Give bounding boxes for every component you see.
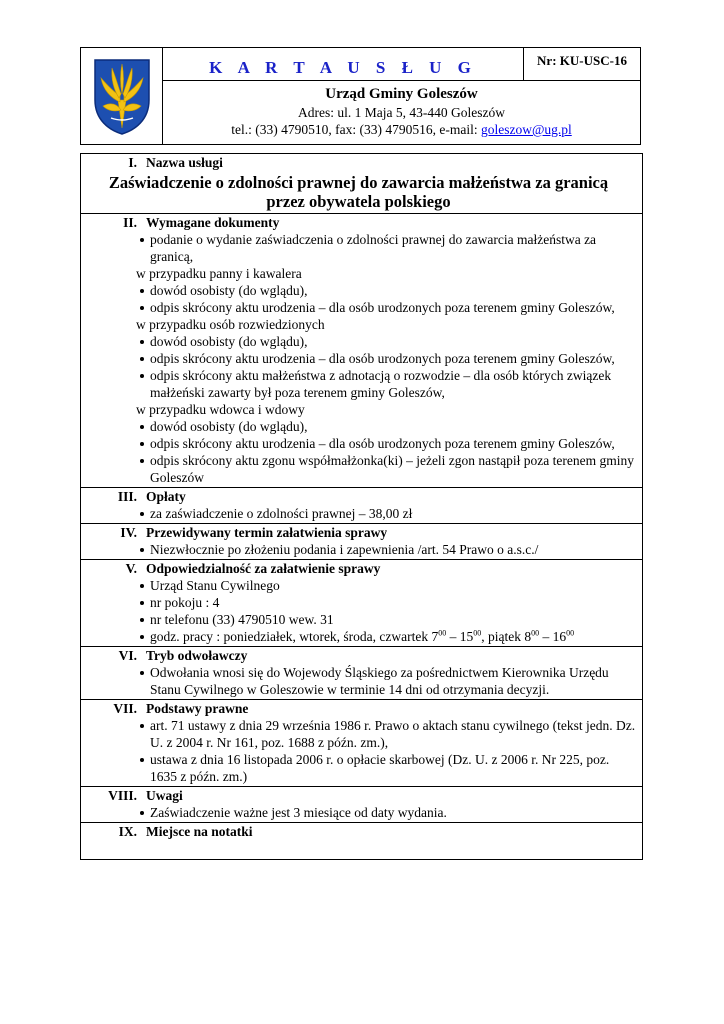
section-notes xyxy=(81,823,642,859)
list-item: odpis skrócony aktu urodzenia – dla osób urodzonych poza terenem gminy Goleszów, xyxy=(81,350,636,367)
list-item: odpis skrócony aktu urodzenia – dla osób urodzonych poza terenem gminy Goleszów, xyxy=(81,435,636,452)
list-item: ustawa z dnia 16 listopada 2006 r. o opłacie skarbowej (Dz. U. z 2006 r. Nr 225, poz. 1635 z późn. zm.) xyxy=(81,751,636,785)
bullet-icon xyxy=(136,231,150,265)
section-heading: Miejsce na notatki xyxy=(146,824,253,839)
bullet-icon xyxy=(136,418,150,435)
bullet-icon xyxy=(136,505,150,522)
section-service-name xyxy=(81,154,642,214)
section-number: IV. xyxy=(120,525,137,540)
coat-of-arms-icon xyxy=(81,48,162,139)
section-remarks xyxy=(81,787,642,823)
office-info xyxy=(163,81,641,145)
card-title: K A R T A U S Ł U G xyxy=(163,48,524,81)
service-table xyxy=(80,153,643,860)
list-item: odpis skrócony aktu urodzenia – dla osób urodzonych poza terenem gminy Goleszów, xyxy=(81,299,636,316)
bullet-icon xyxy=(136,628,150,645)
section-number: VII. xyxy=(113,701,137,716)
list-item: art. 71 ustawy z dnia 29 września 1986 r. Prawo o aktach stanu cywilnego (tekst jedn. Dz. U. z 2004 r. Nr 161, poz. 1688 z późn. zm.), xyxy=(81,717,636,751)
section-number: I. xyxy=(128,155,137,170)
office-contact xyxy=(163,121,640,138)
bullet-icon xyxy=(136,333,150,350)
list-item: Urząd Stanu Cywilnego xyxy=(81,577,636,594)
section-heading: Uwagi xyxy=(146,788,183,803)
section-number: V. xyxy=(125,561,137,576)
service-title: Zaświadczenie o zdolności prawnej do zawarcia małżeństwa za granicą przez obywatela polskiego xyxy=(108,173,609,211)
section-responsibility xyxy=(81,560,642,647)
section-heading: Podstawy prawne xyxy=(146,701,249,716)
section-number: VI. xyxy=(118,648,137,663)
contact-text: tel.: (33) 4790510, fax: (33) 4790516, e-mail: xyxy=(231,122,481,137)
office-hours: godz. pracy : poniedziałek, wtorek, środa, czwartek $7^{00} - 15^{00}$, piątek $8^{00} - 16^{00}$ xyxy=(81,628,636,645)
bullet-icon xyxy=(136,282,150,299)
section-number: VIII. xyxy=(108,788,137,803)
bullet-icon xyxy=(136,350,150,367)
group-label: w przypadku wdowca i wdowy xyxy=(136,402,305,417)
bullet-icon xyxy=(136,435,150,452)
bullet-icon xyxy=(136,751,150,785)
list-item: Odwołania wnosi się do Wojewody Śląskiego za pośrednictwem Kierownika Urzędu Stanu Cywilnego w Goleszowie w terminie 14 dni od otrzymania decyzji. xyxy=(81,664,636,698)
header-table xyxy=(80,47,641,145)
section-required-documents xyxy=(81,214,642,488)
list-item: odpis skrócony aktu małżeństwa z adnotacją o rozwodzie – dla osób których związek małżeński zawarty był poza terenem gminy Goleszów, xyxy=(81,367,636,401)
bullet-icon xyxy=(136,452,150,486)
group-label: w przypadku osób rozwiedzionych xyxy=(136,317,325,332)
bullet-icon xyxy=(136,299,150,316)
bullet-icon xyxy=(136,664,150,698)
section-heading: Odpowiedzialność za załatwienie sprawy xyxy=(146,561,381,576)
bullet-icon xyxy=(136,541,150,558)
section-legal-basis xyxy=(81,700,642,787)
section-number: III. xyxy=(117,489,137,504)
section-heading: Wymagane dokumenty xyxy=(146,215,280,230)
list-item: dowód osobisty (do wglądu), xyxy=(81,418,636,435)
bullet-icon xyxy=(136,804,150,821)
section-number: IX. xyxy=(118,824,137,839)
list-item: dowód osobisty (do wglądu), xyxy=(81,333,636,350)
email-link[interactable]: goleszow@ug.pl xyxy=(480,122,572,137)
list-item: odpis skrócony aktu zgonu współmałżonka(ki) – jeżeli zgon nastąpił poza terenem gminy Goleszów xyxy=(81,452,636,486)
section-heading: Przewidywany termin załatwienia sprawy xyxy=(146,525,388,540)
list-item: dowód osobisty (do wglądu), xyxy=(81,282,636,299)
section-appeal xyxy=(81,647,642,700)
bullet-icon xyxy=(136,611,150,628)
office-address: Adres: ul. 1 Maja 5, 43-440 Goleszów xyxy=(298,105,505,120)
bullet-icon xyxy=(136,594,150,611)
office-name: Urząd Gminy Goleszów xyxy=(325,86,478,102)
section-deadline xyxy=(81,524,642,560)
list-item: za zaświadczenie o zdolności prawnej – 38,00 zł xyxy=(81,505,636,522)
list-item: nr pokoju : 4 xyxy=(81,594,636,611)
list-item: Zaświadczenie ważne jest 3 miesiące od daty wydania. xyxy=(81,804,636,821)
section-number: II. xyxy=(123,215,137,230)
list-item: podanie o wydanie zaświadczenia o zdolności prawnej do zawarcia małżeństwa za granicą, xyxy=(81,231,636,265)
section-fees xyxy=(81,488,642,524)
list-item: Niezwłocznie po złożeniu podania i zapewnienia /art. 54 Prawo o a.s.c./ xyxy=(81,541,636,558)
logo-cell xyxy=(81,48,163,145)
bullet-icon xyxy=(136,367,150,401)
bullet-icon xyxy=(136,577,150,594)
section-heading: Opłaty xyxy=(146,489,186,504)
card-number: Nr: KU-USC-16 xyxy=(524,48,641,81)
list-item: nr telefonu (33) 4790510 wew. 31 xyxy=(81,611,636,628)
section-heading: Nazwa usługi xyxy=(146,155,223,170)
bullet-icon xyxy=(136,717,150,751)
section-heading: Tryb odwoławczy xyxy=(146,648,248,663)
group-label: w przypadku panny i kawalera xyxy=(136,266,302,281)
